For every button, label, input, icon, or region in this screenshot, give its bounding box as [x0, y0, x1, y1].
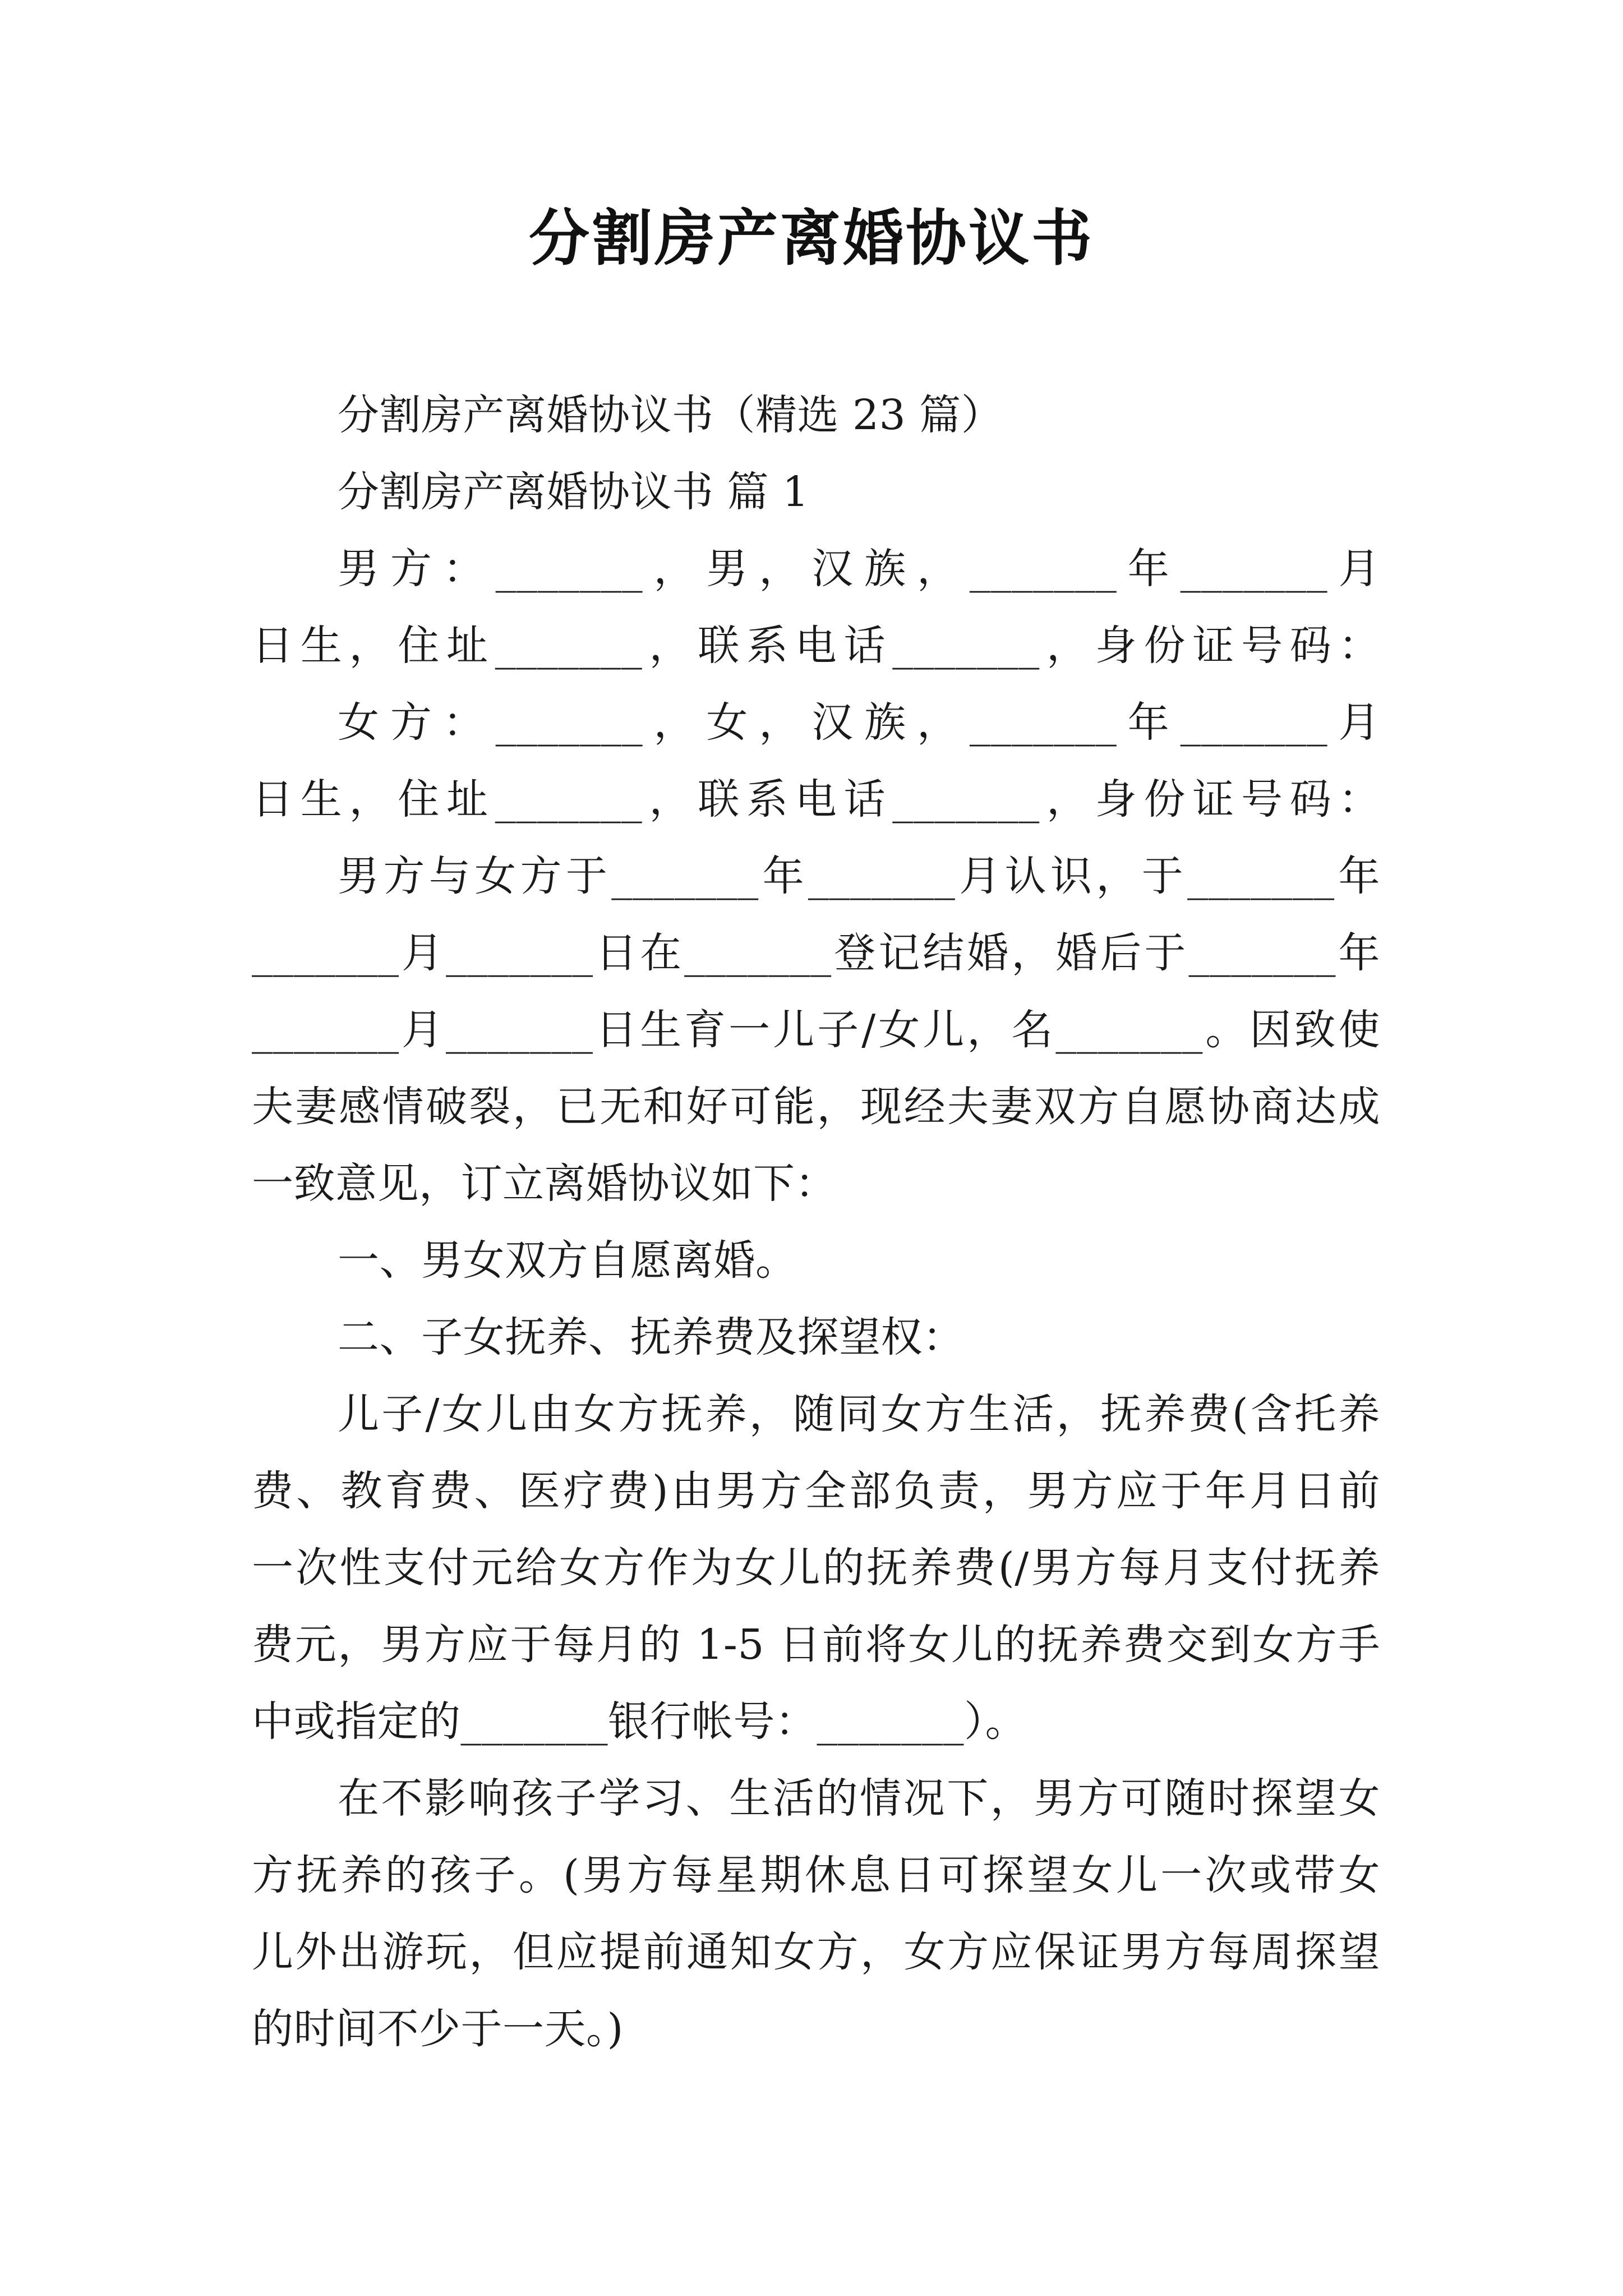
body-line: 一次性支付元给女方作为女儿的抚养费(/男方每月支付抚养 [252, 1544, 1380, 1592]
body-line: 男方与女方于_______年_______月认识，于_______年 [338, 852, 1380, 900]
section-heading: 分割房产离婚协议书 篇 1 [338, 468, 809, 516]
body-line: 日生，住址_______，联系电话_______，身份证号码： [252, 775, 1380, 823]
body-line: 儿外出游玩，但应提前通知女方，女方应保证男方每周探望 [252, 1928, 1380, 1976]
body-line: 的时间不少于一天。) [252, 2005, 624, 2053]
body-line: 中或指定的_______银行帐号：_______）。 [252, 1697, 1027, 1746]
body-line: 方抚养的孩子。(男方每星期休息日可探望女儿一次或带女 [252, 1851, 1380, 1899]
body-line: 日生，住址_______，联系电话_______，身份证号码： [252, 622, 1380, 670]
document-title: 分割房产离婚协议书 [528, 203, 1094, 274]
clause-heading: 一、男女双方自愿离婚。 [338, 1236, 797, 1285]
body-line: 费、教育费、医疗费)由男方全部负责，男方应于年月日前 [252, 1467, 1380, 1515]
subtitle-line: 分割房产离婚协议书（精选 23 篇） [338, 391, 1003, 439]
body-line: 儿子/女儿由女方抚养，随同女方生活，抚养费(含托养 [338, 1390, 1380, 1438]
body-line: 在不影响孩子学习、生活的情况下，男方可随时探望女 [338, 1774, 1380, 1823]
body-line: 男方：_______，男，汉族，_______年_______月 [338, 545, 1380, 593]
body-line: 夫妻感情破裂，已无和好可能，现经夫妻双方自愿协商达成 [252, 1083, 1380, 1131]
clause-heading: 二、子女抚养、抚养费及探望权： [338, 1313, 965, 1361]
body-line: _______月_______日在_______登记结婚，婚后于_______年 [252, 929, 1380, 977]
document-body [252, 377, 1380, 2068]
body-line: 女方：_______，女，汉族，_______年_______月 [338, 698, 1380, 747]
body-line: 一致意见，订立离婚协议如下： [252, 1159, 837, 1208]
body-line: _______月_______日生育一儿子/女儿，名_______。因致使 [252, 1006, 1380, 1054]
body-line: 费元，男方应于每月的 1-5 日前将女儿的抚养费交到女方手 [252, 1621, 1380, 1669]
